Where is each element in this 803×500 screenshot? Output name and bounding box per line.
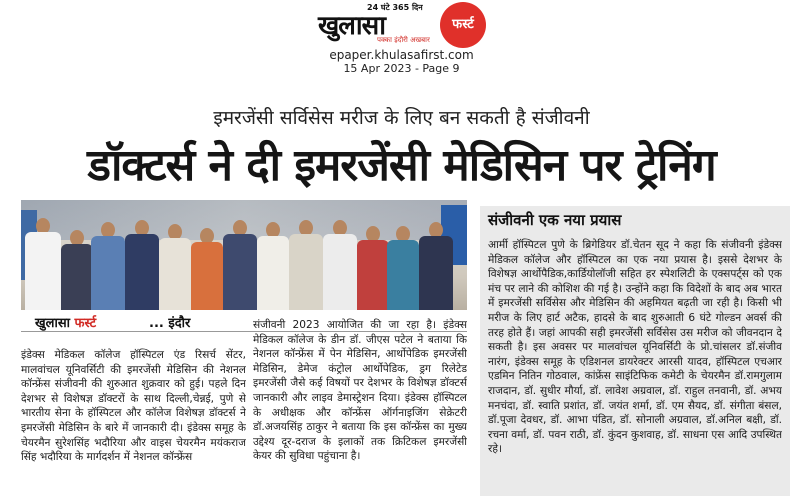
photo-person [91, 222, 125, 310]
newspaper-logo: खुलासा [318, 11, 385, 41]
photo-person [223, 220, 257, 310]
photo-person [191, 228, 223, 310]
photo-person [357, 226, 389, 310]
photo-person [25, 218, 61, 310]
sidebar-body: आर्मी हॉस्पिटल पुणे के ब्रिगेडियर डॉ.चेतन सूद ने कहा कि संजीवनी इंडेक्स मेडिकल कॉलेज और हॉस्पिटल का एक नया प्रयास है। इससे देशभर के विशेषज्ञ आर्थोपैडिक,कार्डियोलॉजी सहित हर स्पेशलिटी के एक्सपर्ट्स को एक मंच पर लाने की कोशिश की गई है। उन्होंने कहा कि विदेशों के बाद अब भारत में इमरजेंसी सर्विसेस और मेडिसिन की अहमियत बढ़ती जा रही है। किसी भी मरीज के लिए हार्ट अटैक, हादसे के बाद शुरुआती 6 घंटे गोल्डन अवर्स की तरह होते हैं। जहां आपकी सही इमरजेंसी सर्विसेस उस मरीज को जीवनदान दे सकती है। इस अवसर पर मालवांचल यूनिवर्सिटी के प्रो.चांसलर डॉ.संजीव नारंग, इंडेक्स समूह के एडिशनल डायरेक्टर आरसी यादव, हॉस्पिटल एचआर एडमिन नितिन गोठवाल, कांफ्रेंस साइंटिफिक कमेटी के चेयरमैन डॉ.रामगुलाम राजदान, डॉ. सुधीर मौर्या, डॉ. लावेश अग्रवाल, डॉ. राहुल तनवानी, डॉ. अभय मनचंदा, डॉ. स्वाति प्रशांत, डॉ. जयंत शर्मा, डॉ. एम सैयद, डॉ. संगीता बंसल, डॉ.पूजा देवधर, डॉ. आभा पंडित, डॉ. सोनाली अग्रवाल, डॉ.अनिल बक्षी, डॉ. रचना वर्मा, डॉ. पवन राठी, डॉ. कुंदन कुशवाह, डॉ. साधना एस आदि उपस्थित रहे। [488, 239, 782, 456]
masthead-tagline: 24 घंटे 365 दिन [367, 3, 423, 12]
article-column-2: संजीवनी 2023 आयोजित की जा रहा है। इंडेक्स मेडिकल कॉलेज के डीन डॉ. जीएस पटेल ने बताया कि नेशनल कॉन्फ्रेंस में पेन मेडिसिन, आर्थोपेडिक इमरजेंसी मेडिसिन, डेमेज कंट्रोल आर्थोपेडिक, ड्रग रिलेटेड इमरजेंसी जैसे कई विषयों पर देशभर के विशेषज्ञ डॉक्टर्स जानकारी और लाइव डेमास्ट्रेशन दिया। इंडेक्स हॉस्पिटल के अधीक्षक और कॉन्फ्रेंस ऑर्गनाइजिंग सेक्रेटरी डॉ.अजयसिंह ठाकुर ने बताया कि इस कॉन्फ्रेंस का मुख्य उद्देश्य दूर-दराज के इलाकों तक क्रिटिकल इमरजेंसी केयर की सुविधा पहुंचाना है। [253, 319, 467, 463]
logo-badge-text: फर्स्ट [452, 17, 474, 32]
group-photo [21, 200, 467, 310]
article-column-1: इंडेक्स मेडिकल कॉलेज हॉस्पिटल एंड रिसर्च सेंटर, मालवांचल यूनिवर्सिटी की इमरजेंसी मेडिसिन की नेशनल कॉन्फ्रेंस संजीवनी की शुरुआत शुक्रवार को हुई। पहले दिन देशभर से विशेषज्ञ डॉक्टरों के साथ दिल्ली,चेन्नई, पुणे से भारतीय सेना के हॉस्पिटल और कॉलेज विशेषज्ञ डॉक्टर्स ने इमरजेंसी मेडिसिन के बारे में जानकारी दी। इंडेक्स समूह के चेयरमैन सुरेशसिंह भदौरिया और वाइस चेयरमैन मयंकराज सिंह भदौरिया के मार्गदर्शन में नेशनल कॉन्फ्रेंस [21, 349, 246, 464]
caption-logo-accent: फर्स्ट [69, 316, 97, 331]
photo-person [323, 220, 357, 310]
photo-person [61, 230, 93, 310]
article-headline: डॉक्टर्स ने दी इमरजेंसी मेडिसिन पर ट्रेनिंग [87, 140, 716, 191]
caption-city: ... इंदौर [149, 316, 191, 331]
logo-badge [440, 2, 486, 48]
photo-person [289, 220, 323, 310]
edition-date-page: 15 Apr 2023 - Page 9 [343, 62, 460, 75]
photo-person [159, 224, 191, 310]
sidebar-box [480, 206, 790, 496]
masthead-subtagline: पक्का इंदौरी अखबार [377, 36, 430, 44]
photo-person [419, 222, 453, 310]
photo-person [257, 222, 289, 310]
epaper-url[interactable]: epaper.khulasafirst.com [329, 48, 474, 62]
sidebar-title: संजीवनी एक नया प्रयास [488, 211, 622, 229]
masthead [0, 0, 803, 80]
photo-person [125, 220, 159, 310]
caption-logo: खुलासा फर्स्ट [35, 316, 97, 331]
article-kicker: इमरजेंसी सर्विसेस मरीज के लिए बन सकती है संजीवनी [213, 107, 590, 129]
photo-person [387, 226, 419, 310]
